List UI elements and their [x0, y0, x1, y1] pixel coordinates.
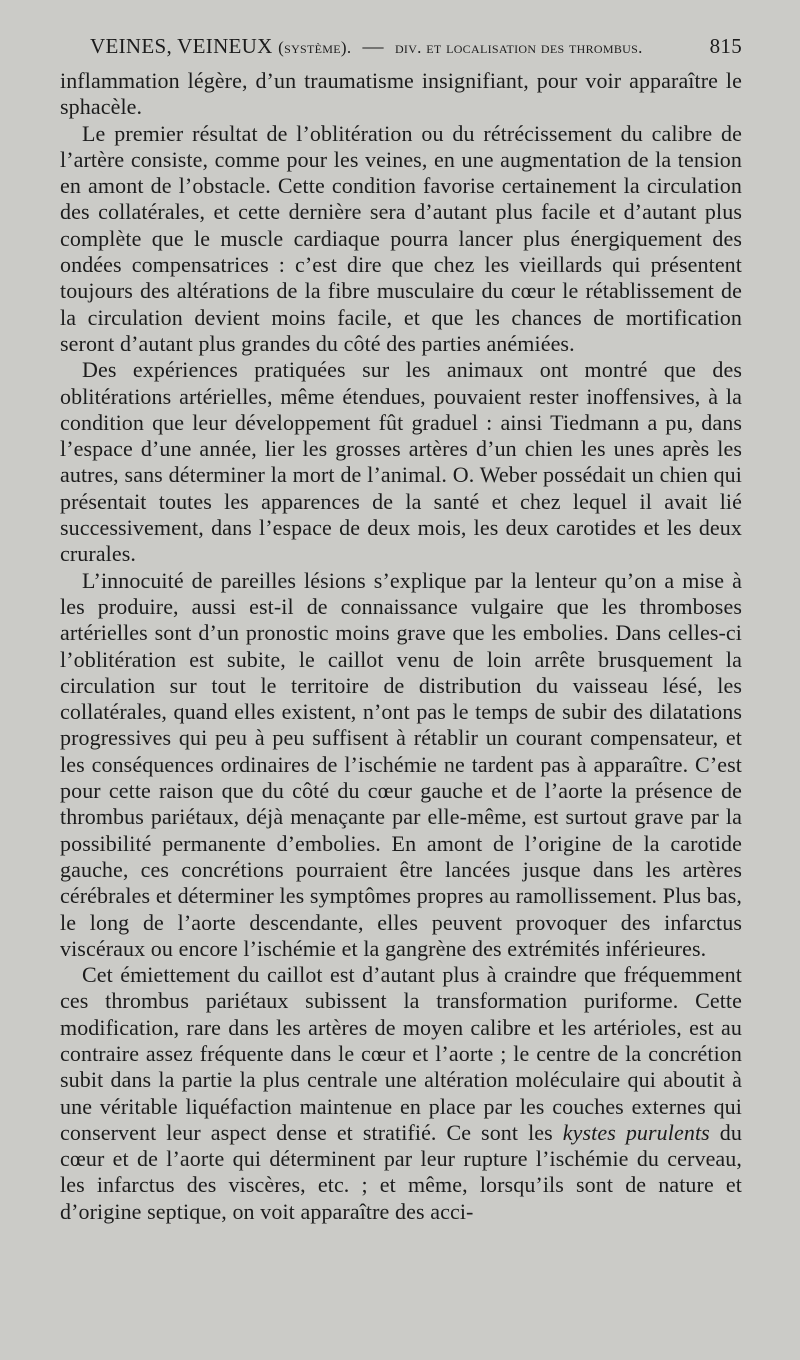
- paragraph: L’innocuité de pareilles lésions s’explique par la lenteur qu’on a mise à les produire, aussi est-il de connaissance vulgaire que les thromboses artérielles sont d’un pronostic moins grave que les embolies. Dans celles-ci l’oblitération est subite, le caillot venu de loin arrête brusquement la circulation sur tout le territoire de distribution du vaisseau lésé, les collatérales, quand elles existent, n’ont pas le temps de subir des dilatations progressives qui peu à peu suffisent à rétablir un courant compensateur, et les conséquences ordinaires de l’ischémie ne tardent pas à apparaître. C’est pour cette raison que du côté du cœur gauche et de l’aorte la présence de thrombus pariétaux, déjà menaçante par elle-même, est surtout grave par la possibilité permanente d’embolies. En amont de l’origine de la carotide gauche, ces concrétions pourraient être lancées jusque dans les artères cérébrales et déterminer les symptômes propres au ramollissement. Plus bas, le long de l’aorte descendante, elles peuvent provoquer des infarctus viscéraux ou encore l’ischémie et la gangrène des extrémités inférieures.: [60, 567, 742, 961]
- paragraph-text: Cet émiettement du caillot est d’autant plus à craindre que fréquemment ces thrombus pariétaux subissent la transformation puriforme. Cette modification, rare dans les artères de moyen calibre et les artérioles, est au contraire assez fréquente dans le cœur et l’aorte ; le centre de la concrétion subit dans la partie la plus centrale une altération moléculaire qui aboutit à une véritable liquéfaction maintenue en place par les couches externes qui conservent leur aspect dense et stratifié. Ce sont les: [60, 962, 742, 1145]
- italic-term: kystes purulents: [562, 1119, 710, 1145]
- header-section: div. et localisation des thrombus.: [394, 38, 643, 57]
- paragraph: Des expériences pratiquées sur les animaux ont montré que des oblitérations artérielles, même étendues, pouvaient rester inoffensives, à la condition que leur développement fût graduel : ainsi Tiedmann a pu, dans l’espace d’une année, lier les grosses artères d’un chien les unes après les autres, sans déterminer la mort de l’animal. O. Weber possédait un chien qui présentait toutes les apparences de la santé et chez lequel il avait lié successivement, dans l’espace de deux mois, les deux carotides et les deux crurales.: [60, 357, 742, 567]
- header-title: VEINES, VEINEUX: [90, 34, 273, 58]
- running-head: [90, 34, 742, 62]
- header-system: (système).: [278, 38, 352, 57]
- body-text: [60, 68, 742, 1225]
- paragraph: Le premier résultat de l’oblitération ou du rétrécissement du calibre de l’artère consiste, comme pour les veines, en une augmentation de la tension en amont de l’obstacle. Cette condition favorise certainement la circulation des collatérales, et cette dernière sera d’autant plus facile et d’autant plus complète que le muscle cardiaque pourra lancer plus énergiquement des ondées compensatrices : c’est dire que chez les vieillards qui présentent toujours des altérations de la fibre musculaire du cœur le rétablissement de la circulation devient moins facile, et que les chances de mortification seront d’autant plus grandes du côté des parties anémiées.: [60, 120, 742, 356]
- running-head-title: [90, 34, 643, 59]
- header-dash: —: [362, 34, 384, 58]
- paragraph: [60, 962, 742, 1225]
- page-number: 815: [709, 34, 742, 58]
- paragraph-text: du cœur et de l’aorte qui déterminent par leur rupture l’ischémie du cerveau, les infarctus des viscères, etc. ; et même, lorsqu’ils sont de nature et d’origine septique, on voit apparaître des acci-: [60, 1119, 742, 1224]
- paragraph-continued: inflammation légère, d’un traumatisme insignifiant, pour voir apparaître le sphacèle.: [60, 68, 742, 120]
